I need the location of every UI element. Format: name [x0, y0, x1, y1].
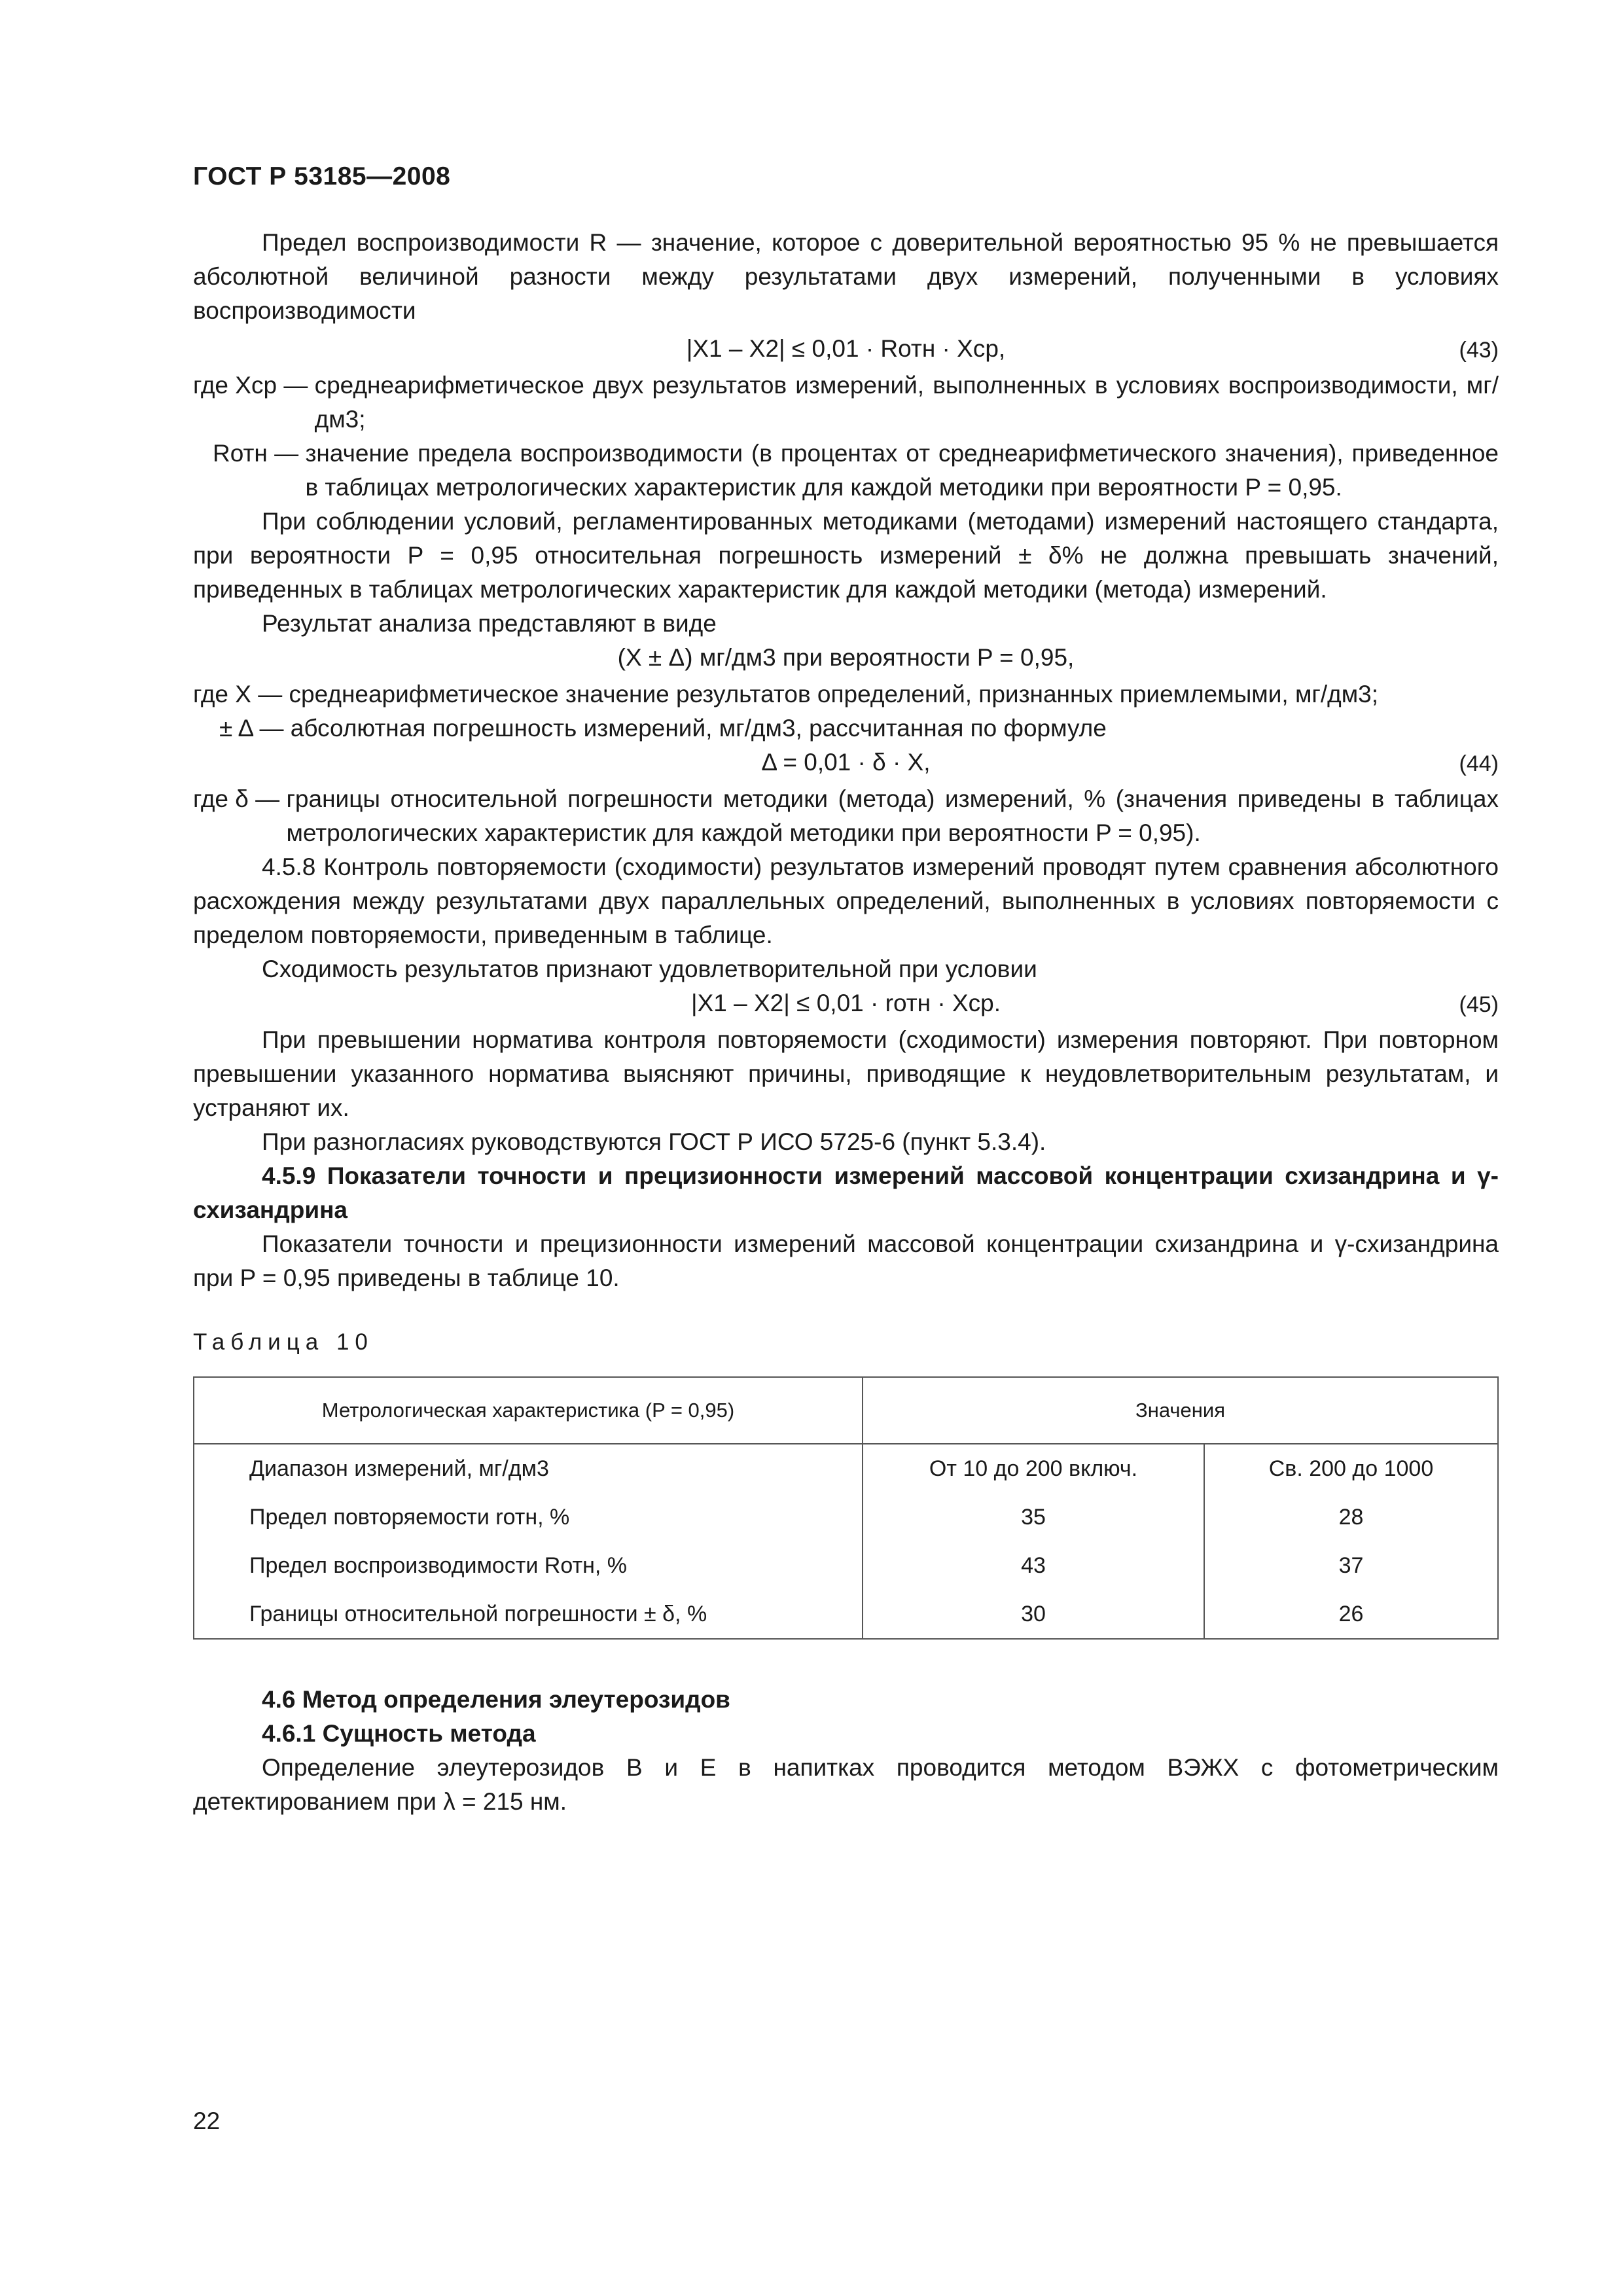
- paragraph-repeat-measurement: При превышении норматива контроля повторяемости (сходимости) измерения повторяют. При повторном превышении указанного норматива выясняют причины, приводящие к неудовлетворительным результатам, и устраняют их.: [193, 1026, 1499, 1121]
- where-xbar: [193, 677, 1499, 711]
- formula-44-number: (44): [1459, 751, 1499, 776]
- formula-45-number: (45): [1459, 992, 1499, 1017]
- document-body: [193, 226, 1499, 1819]
- table-cell: 28: [1204, 1493, 1498, 1541]
- table-cell: 35: [863, 1493, 1204, 1541]
- paragraph-table-reference: Показатели точности и прецизионности измерений массовой концентрации схизандрина и γ-схизандрина при P = 0,95 приведены в таблице 10.: [193, 1230, 1499, 1291]
- formula-45-expression: |X1 – X2| ≤ 0,01 · rотн · Xср.: [690, 990, 1001, 1016]
- paragraph-convergence: Сходимость результатов признают удовлетворительной при условии: [262, 956, 1037, 982]
- paragraph-disagreements: При разногласиях руководствуются ГОСТ Р ИСО 5725-6 (пункт 5.3.4).: [262, 1128, 1046, 1155]
- heading-4-6: 4.6 Метод определения элеутерозидов: [262, 1686, 730, 1713]
- table-cell: 43: [863, 1541, 1204, 1590]
- where-xbar-text: среднеарифметическое значение результатов определений, признанных приемлемыми, мг/дм3;: [289, 681, 1379, 708]
- where-rotn: [193, 437, 1499, 505]
- metrology-table: [193, 1376, 1499, 1640]
- formula-43-number: (43): [1459, 338, 1499, 363]
- heading-4-5-9: 4.5.9 Показатели точности и прецизионности измерений массовой концентрации схизандрина и γ-схизандрина: [193, 1162, 1499, 1223]
- formula-45: [193, 986, 1499, 1023]
- table-row-label: Предел воспроизводимости Rотн, %: [194, 1541, 863, 1590]
- where-d-text: границы относительной погрешности методики (метода) измерений, % (значения приведены в таблицах метрологических характеристик для каждой методики при вероятности P = 0,95).: [286, 785, 1499, 846]
- paragraph-reproducibility-definition: Предел воспроизводимости R — значение, которое с доверительной вероятностью 95 % не превышается абсолютной величиной разности между результатами двух измерений, полученными в условиях воспроизводимости: [193, 229, 1499, 324]
- table-row-label: Диапазон измерений, мг/дм3: [194, 1444, 863, 1493]
- page-number: 22: [193, 2108, 221, 2134]
- table-row-label: Предел повторяемости rотн, %: [194, 1493, 863, 1541]
- where-xcp-label: где Xср —: [193, 372, 308, 399]
- heading-4-6-1: 4.6.1 Сущность метода: [262, 1720, 536, 1747]
- table-cell: 30: [863, 1590, 1204, 1639]
- table-cell: Св. 200 до 1000: [1204, 1444, 1498, 1493]
- where-delta-text: абсолютная погрешность измерений, мг/дм3, рассчитанная по формуле: [290, 715, 1107, 742]
- where-xcp: [193, 368, 1499, 437]
- paragraph-eleutherosides: Определение элеутерозидов В и Е в напитках проводится методом ВЭЖХ с фотометрическим детектированием при λ = 215 нм.: [193, 1754, 1499, 1815]
- formula-43-expression: |X1 – X2| ≤ 0,01 · Rотн · Xср,: [686, 335, 1006, 362]
- table-header-characteristic: Метрологическая характеристика (P = 0,95): [194, 1377, 863, 1444]
- table-header-values: Значения: [863, 1377, 1498, 1444]
- where-delta: [193, 711, 1499, 745]
- table-cell: 37: [1204, 1541, 1498, 1590]
- where-xbar-label: где X —: [193, 681, 283, 708]
- formula-44: [193, 745, 1499, 782]
- paragraph-relative-error: При соблюдении условий, регламентированных методиками (методами) измерений настоящего стандарта, при вероятности P = 0,95 относительная погрешность измерений ± δ% не должна превышать значений, приведенных в таблицах метрологических характеристик для каждой методики (метода) измерений.: [193, 508, 1499, 603]
- where-d-label: где δ —: [193, 785, 280, 812]
- formula-result: [193, 641, 1499, 677]
- formula-result-expression: (X ± Δ) мг/дм3 при вероятности P = 0,95,: [617, 644, 1075, 671]
- paragraph-4-5-8: 4.5.8 Контроль повторяемости (сходимости) результатов измерений проводят путем сравнения абсолютного расхождения между результатами двух параллельных определений, выполненных в условиях повторяемости с пределом повторяемости, приведенным в таблице.: [193, 853, 1499, 948]
- where-xcp-text: среднеарифметическое двух результатов измерений, выполненных в условиях воспроизводимости, мг/дм3;: [314, 372, 1499, 433]
- where-delta-label: ± Δ —: [219, 715, 284, 742]
- document-header: ГОСТ Р 53185—2008: [193, 162, 451, 190]
- where-rotn-text: значение предела воспроизводимости (в процентах от среднеарифметического значения), приведенное в таблицах метрологических характеристик для каждой методики при вероятности P = 0,95.: [305, 440, 1499, 501]
- table-row-label: Границы относительной погрешности ± δ, %: [194, 1590, 863, 1639]
- where-delta-bounds: [193, 782, 1499, 850]
- where-rotn-label: Rотн —: [213, 440, 299, 467]
- formula-44-expression: Δ = 0,01 · δ · X,: [761, 749, 931, 776]
- table-cell: От 10 до 200 включ.: [863, 1444, 1204, 1493]
- table-caption: Таблица 10: [193, 1329, 374, 1355]
- paragraph-result-form: Результат анализа представляют в виде: [262, 610, 717, 637]
- table-cell: 26: [1204, 1590, 1498, 1639]
- formula-43: [193, 332, 1499, 368]
